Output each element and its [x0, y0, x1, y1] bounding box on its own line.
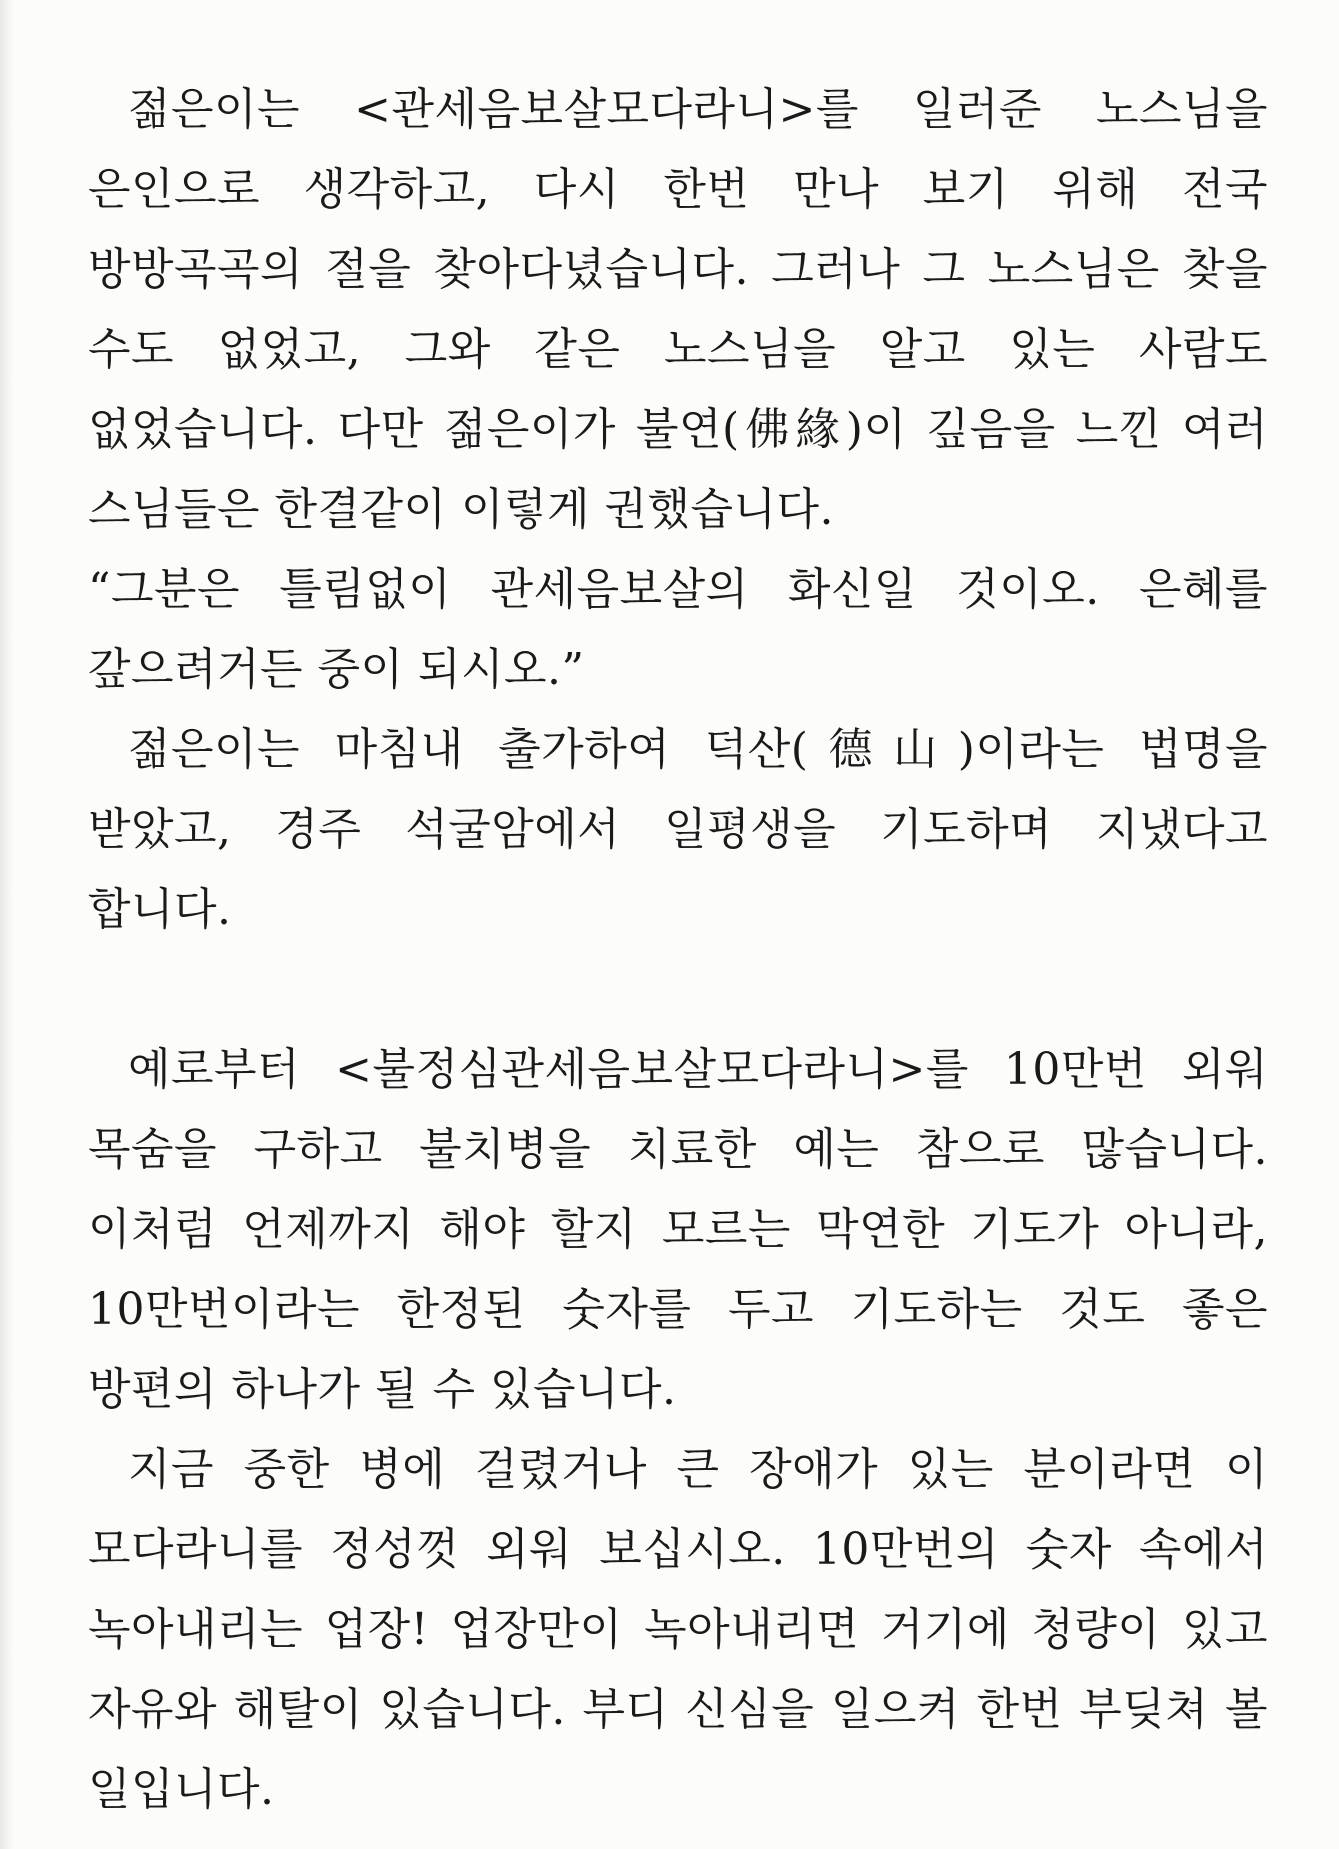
page-crease	[0, 0, 14, 1849]
paragraph-1: 젊은이는 <관세음보살모다라니>를 일러준 노스님을 은인으로 생각하고, 다시 한번 만나 보기 위해 전국 방방곡곡의 절을 찾아다녔습니다. 그러나 그 노스님은 찾을 수도 없었고, 그와 같은 노스님을 알고 있는 사람도 없었습니다. 다만 젊은이가 불연(佛緣)이 깊음을 느낀 여러 스님들은 한결같이 이렇게 권했습니다.	[88, 84, 1268, 535]
paragraph-5: 지금 중한 병에 걸렸거나 큰 장애가 있는 분이라면 이 모다라니를 정성껏 외워 보십시오. 10만번의 숫자 속에서 녹아내리는 업장! 업장만이 녹아내리면 거기에 청량이 있고 자유와 해탈이 있습니다. 부디 신심을 일으켜 한번 부딪쳐 볼 일입니다.	[88, 1444, 1268, 1815]
paragraph-4: 예로부터 <불정심관세음보살모다라니>를 10만번 외워 목숨을 구하고 불치병을 치료한 예는 참으로 많습니다. 이처럼 언제까지 해야 할지 모르는 막연한 기도가 아니라, 10만번이라는 한정된 숫자를 두고 기도하는 것도 좋은 방편의 하나가 될 수 있습니다.	[88, 1044, 1268, 1415]
body-text	[88, 70, 1268, 1830]
paragraph-3: 젊은이는 마침내 출가하여 덕산(德山)이라는 법명을 받았고, 경주 석굴암에서 일평생을 기도하며 지냈다고 합니다.	[88, 724, 1268, 935]
paragraph-2-quote: “그분은 틀림없이 관세음보살의 화신일 것이오. 은혜를 갚으려거든 중이 되시오.”	[88, 564, 1268, 695]
